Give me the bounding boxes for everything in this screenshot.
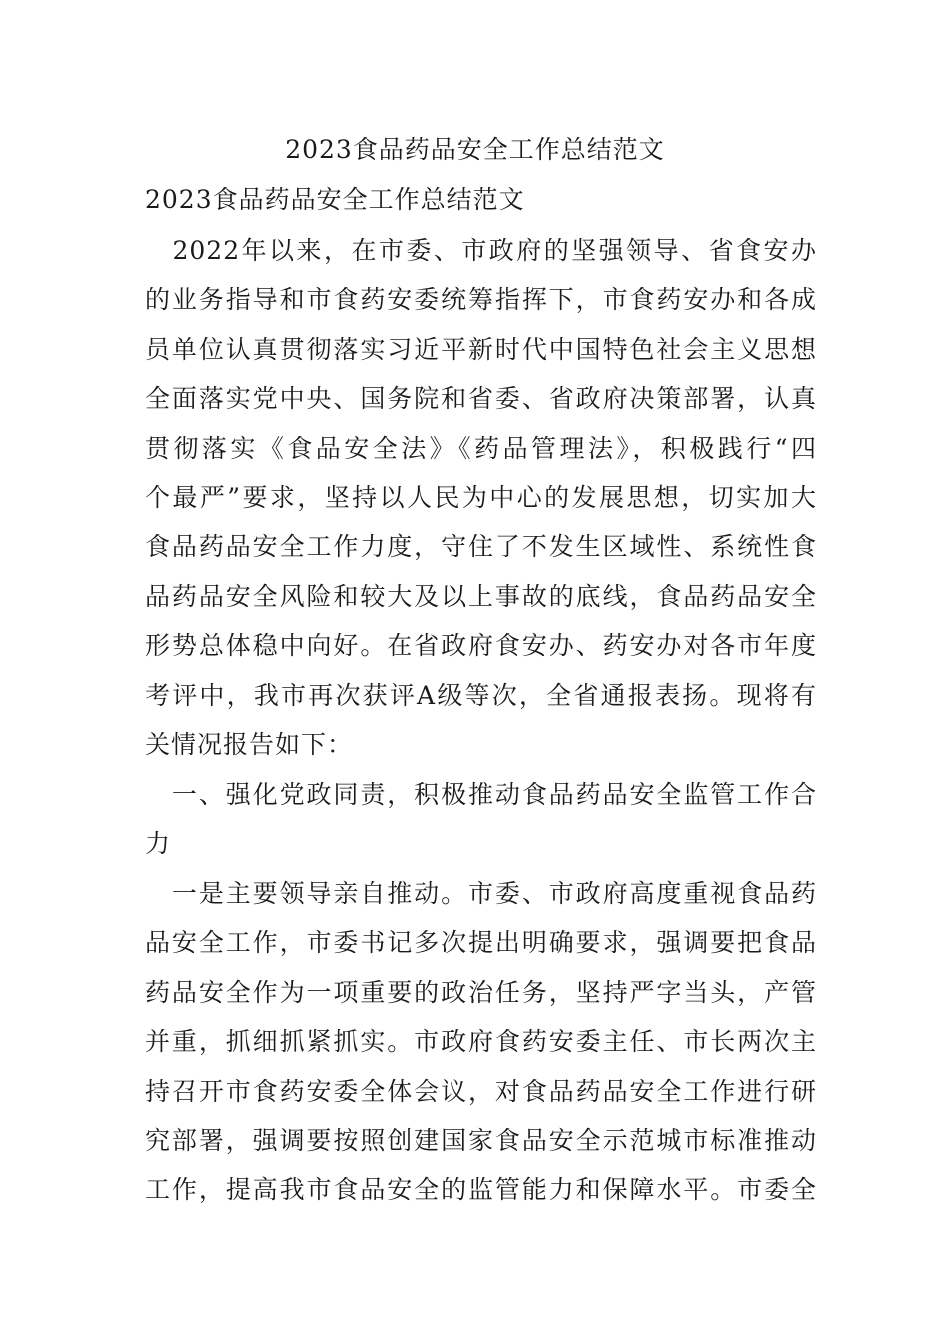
text-line: 一是主要领导亲自推动。市委、市政府高度重视食品药 <box>145 879 817 908</box>
text-line: 工作，提高我市食品安全的监管能力和保障水平。市委全 <box>145 1175 817 1205</box>
document-title: 2023食品药品安全工作总结范文 <box>285 135 665 164</box>
text-line: 考评中，我市再次获评A级等次，全省通报表扬。现将有 <box>145 680 817 710</box>
text-line: 持召开市食药安委全体会议，对食品药品安全工作进行研 <box>145 1076 817 1106</box>
text-line: 食品药品安全工作力度，守住了不发生区域性、系统性食 <box>145 532 817 562</box>
text-line: 形势总体稳中向好。在省政府食安办、药安办对各市年度 <box>145 631 817 661</box>
text-line: 2022年以来，在市委、市政府的坚强领导、省食安办 <box>145 236 817 265</box>
paragraph-intro <box>145 226 817 769</box>
text-line: 并重，抓细抓紧抓实。市政府食药安委主任、市长两次主 <box>145 1027 817 1057</box>
document-subtitle: 2023食品药品安全工作总结范文 <box>145 185 525 214</box>
text-line: 关情况报告如下： <box>145 729 354 759</box>
text-line: 究部署，强调要按照创建国家食品安全示范城市标准推动 <box>145 1125 817 1155</box>
text-line: 的业务指导和市食药安委统筹指挥下，市食药安办和各成 <box>145 285 817 315</box>
section-heading-1 <box>145 770 817 869</box>
text-line: 品安全工作，市委书记多次提出明确要求，强调要把食品 <box>145 928 817 958</box>
text-line: 力 <box>145 829 172 859</box>
text-line: 员单位认真贯彻落实习近平新时代中国特色社会主义思想 <box>145 334 817 364</box>
text-line: 品药品安全风险和较大及以上事故的底线，食品药品安全 <box>145 581 817 611</box>
text-line: 个最严”要求，坚持以人民为中心的发展思想，切实加大 <box>145 482 817 512</box>
paragraph-leadership <box>145 869 817 1215</box>
text-line: 药品安全作为一项重要的政治任务，坚持严字当头，产管 <box>145 977 817 1007</box>
text-line: 全面落实党中央、国务院和省委、省政府决策部署，认真 <box>145 384 817 414</box>
text-line: 贯彻落实《食品安全法》《药品管理法》，积极践行“四 <box>145 433 817 463</box>
text-line: 一、强化党政同责，积极推动食品药品安全监管工作合 <box>145 780 817 809</box>
